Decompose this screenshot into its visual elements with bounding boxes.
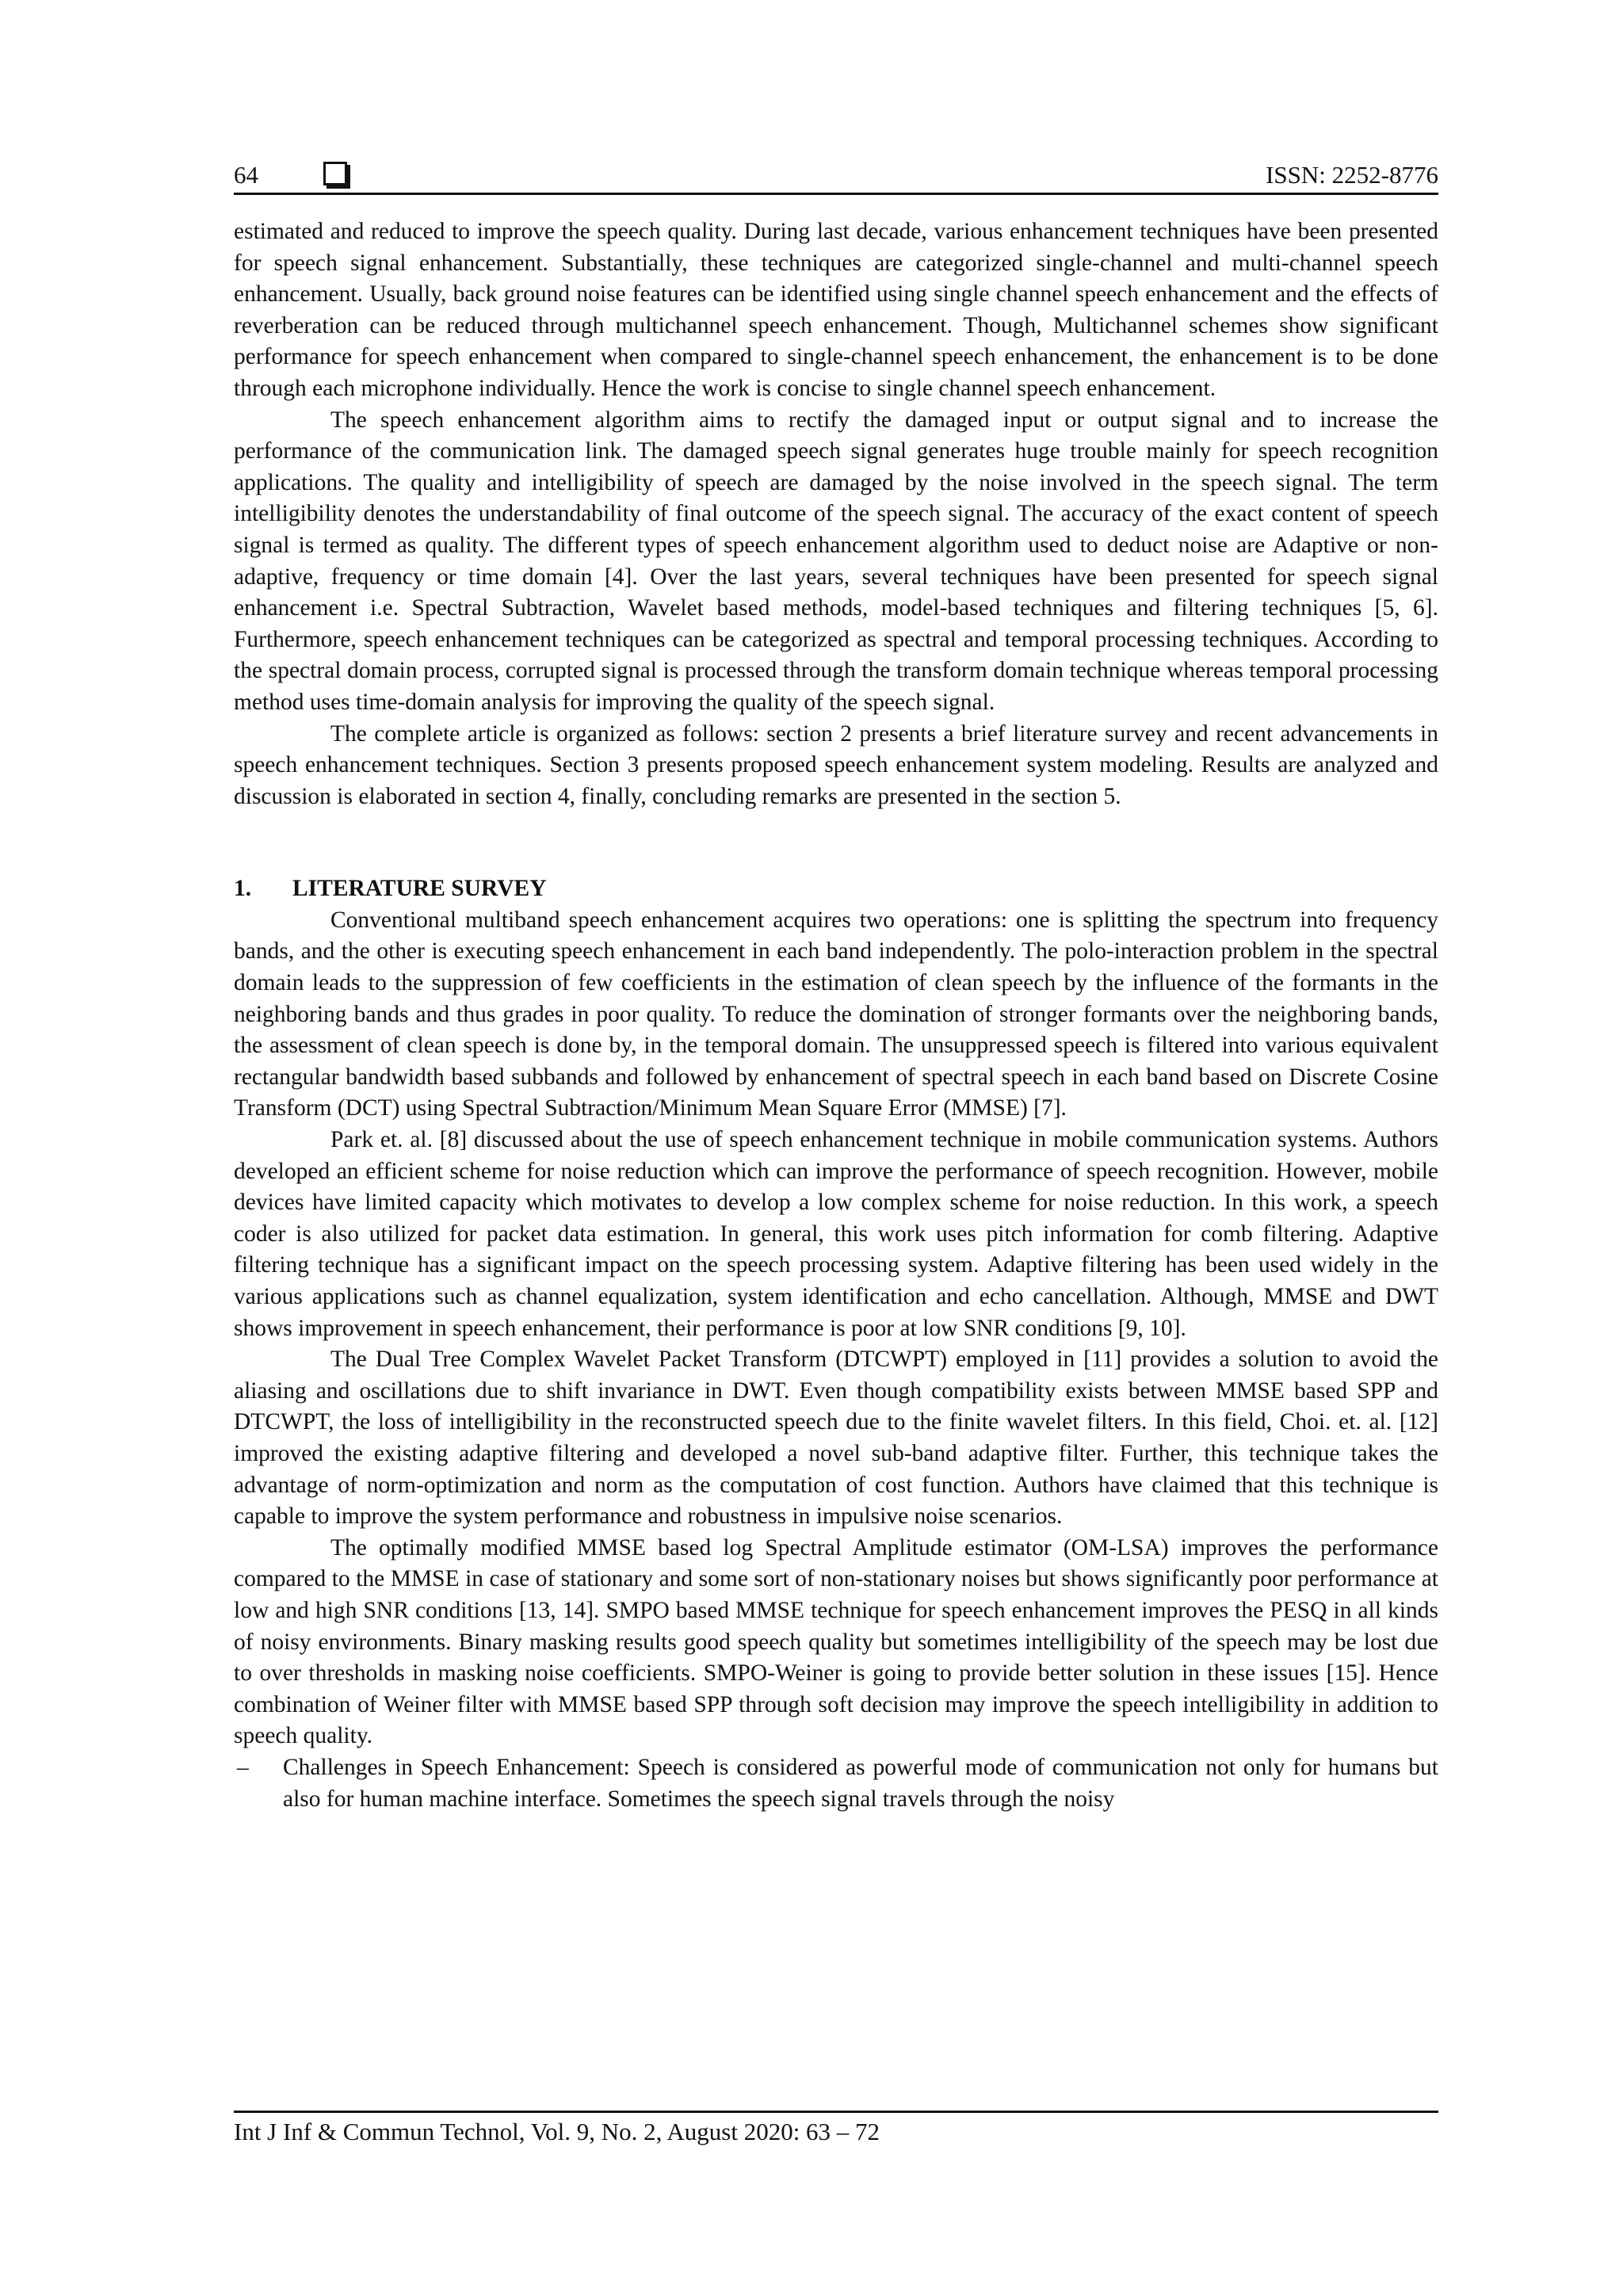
footer-rule: [234, 2111, 1438, 2113]
section-number: 1.: [234, 876, 252, 902]
header-rule: [234, 193, 1438, 195]
bullet-dash: –: [237, 1754, 249, 1780]
bullet-item: [234, 1752, 1438, 1815]
page-number: 64: [234, 161, 258, 189]
running-header: [234, 155, 1438, 195]
running-footer: Int J Inf & Commun Technol, Vol. 9, No. 2, August 2020: 63 – 72: [234, 2118, 880, 2145]
paragraph-5: Park et. al. [8] discussed about the use of speech enhancement technique in mobile communication systems. Authors developed an efficient scheme for noise reduction which can improve the performance of speech recognition. However, mobile devices have limited capacity which motivates to develop a low complex scheme for noise reduction. In this work, a speech coder is also utilized for packet data estimation. In general, this work uses pitch information for comb filtering. Adaptive filtering technique has a significant impact on the speech processing system. Adaptive filtering has been used widely in the various applications such as channel equalization, system identification and echo cancellation. Although, MMSE and DWT shows improvement in speech enhancement, their performance is poor at low SNR conditions [9, 10].: [234, 1127, 1438, 1341]
paragraph-2: The speech enhancement algorithm aims to rectify the damaged input or output signal and to increase the performance of the communication link. The damaged speech signal generates huge trouble mainly for speech recognition applications. The quality and intelligibility of speech are damaged by the noise involved in the speech signal. The term intelligibility denotes the understandability of final outcome of the speech signal. The accuracy of the exact content of speech signal is termed as quality. The different types of speech enhancement algorithm used to deduct noise are Adaptive or non-adaptive, frequency or time domain [4]. Over the last years, several techniques have been presented for speech signal enhancement i.e. Spectral Subtraction, Wavelet based methods, model-based techniques and filtering techniques [5, 6]. Furthermore, speech enhancement techniques can be categorized as spectral and temporal processing techniques. According to the spectral domain process, corrupted signal is processed through the transform domain technique whereas temporal processing method uses time-domain analysis for improving the quality of the speech signal.: [234, 407, 1438, 715]
paragraph-7: The optimally modified MMSE based log Spectral Amplitude estimator (OM-LSA) improves the performance compared to the MMSE in case of stationary and some sort of non-stationary noises but shows significantly poor performance at low and high SNR conditions [13, 14]. SMPO based MMSE technique for speech enhancement improves the PESQ in all kinds of noisy environments. Binary masking results good speech quality but sometimes intelligibility of the speech may be lost due to over thresholds in masking noise coefficients. SMPO-Weiner is going to provide better solution in these issues [15]. Hence combination of Weiner filter with MMSE based SPP through soft decision may improve the speech intelligibility in addition to speech quality.: [234, 1534, 1438, 1749]
section-title: LITERATURE SURVEY: [292, 876, 547, 902]
paragraph-4: Conventional multiband speech enhancement acquires two operations: one is splitting the spectrum into frequency bands, and the other is executing speech enhancement in each band independently. The polo-interaction problem in the spectral domain leads to the suppression of few coefficients in the estimation of clean speech by the influence of the formants in the neighboring bands and thus grades in poor quality. To reduce the domination of stronger formants over the neighboring bands, the assessment of clean speech is done by, in the temporal domain. The unsuppressed speech is filtered into various equivalent rectangular bandwidth based subbands and followed by enhancement of spectral speech in each band based on Discrete Cosine Transform (DCT) using Spectral Subtraction/Minimum Mean Square Error (MMSE) [7].: [234, 907, 1438, 1121]
bullet-text: Challenges in Speech Enhancement: Speech is considered as powerful mode of communication not only for humans but also for human machine interface. Sometimes the speech signal travels through the noisy: [283, 1754, 1438, 1812]
section-heading: [234, 873, 1438, 905]
article-body: [234, 216, 1438, 1815]
shadowed-box-icon: [323, 162, 347, 185]
paragraph-3: The complete article is organized as follows: section 2 presents a brief literature survey and recent advancements in speech enhancement techniques. Section 3 presents proposed speech enhancement system modeling. Results are analyzed and discussion is elaborated in section 4, finally, concluding remarks are presented in the section 5.: [234, 720, 1438, 809]
paragraph-6: The Dual Tree Complex Wavelet Packet Transform (DTCWPT) employed in [11] provides a solution to avoid the aliasing and oscillations due to shift invariance in DWT. Even though compatibility exists between MMSE based SPP and DTCWPT, the loss of intelligibility in the reconstructed speech due to the finite wavelet filters. In this field, Choi. et. al. [12] improved the existing adaptive filtering and developed a novel sub-band adaptive filter. Further, this technique takes the advantage of norm-optimization and norm as the computation of cost function. Authors have claimed that this technique is capable to improve the system performance and robustness in impulsive noise scenarios.: [234, 1347, 1438, 1530]
issn-label: ISSN: 2252-8776: [1266, 161, 1438, 189]
paragraph-1: estimated and reduced to improve the speech quality. During last decade, various enhancement techniques have been presented for speech signal enhancement. Substantially, these techniques are categorized single-channel and multi-channel speech enhancement. Usually, back ground noise features can be identified using single channel speech enhancement and the effects of reverberation can be reduced through multichannel speech enhancement. Though, Multichannel schemes show significant performance for speech enhancement when compared to single-channel speech enhancement, the enhancement is to be done through each microphone individually. Hence the work is concise to single channel speech enhancement.: [234, 219, 1438, 401]
